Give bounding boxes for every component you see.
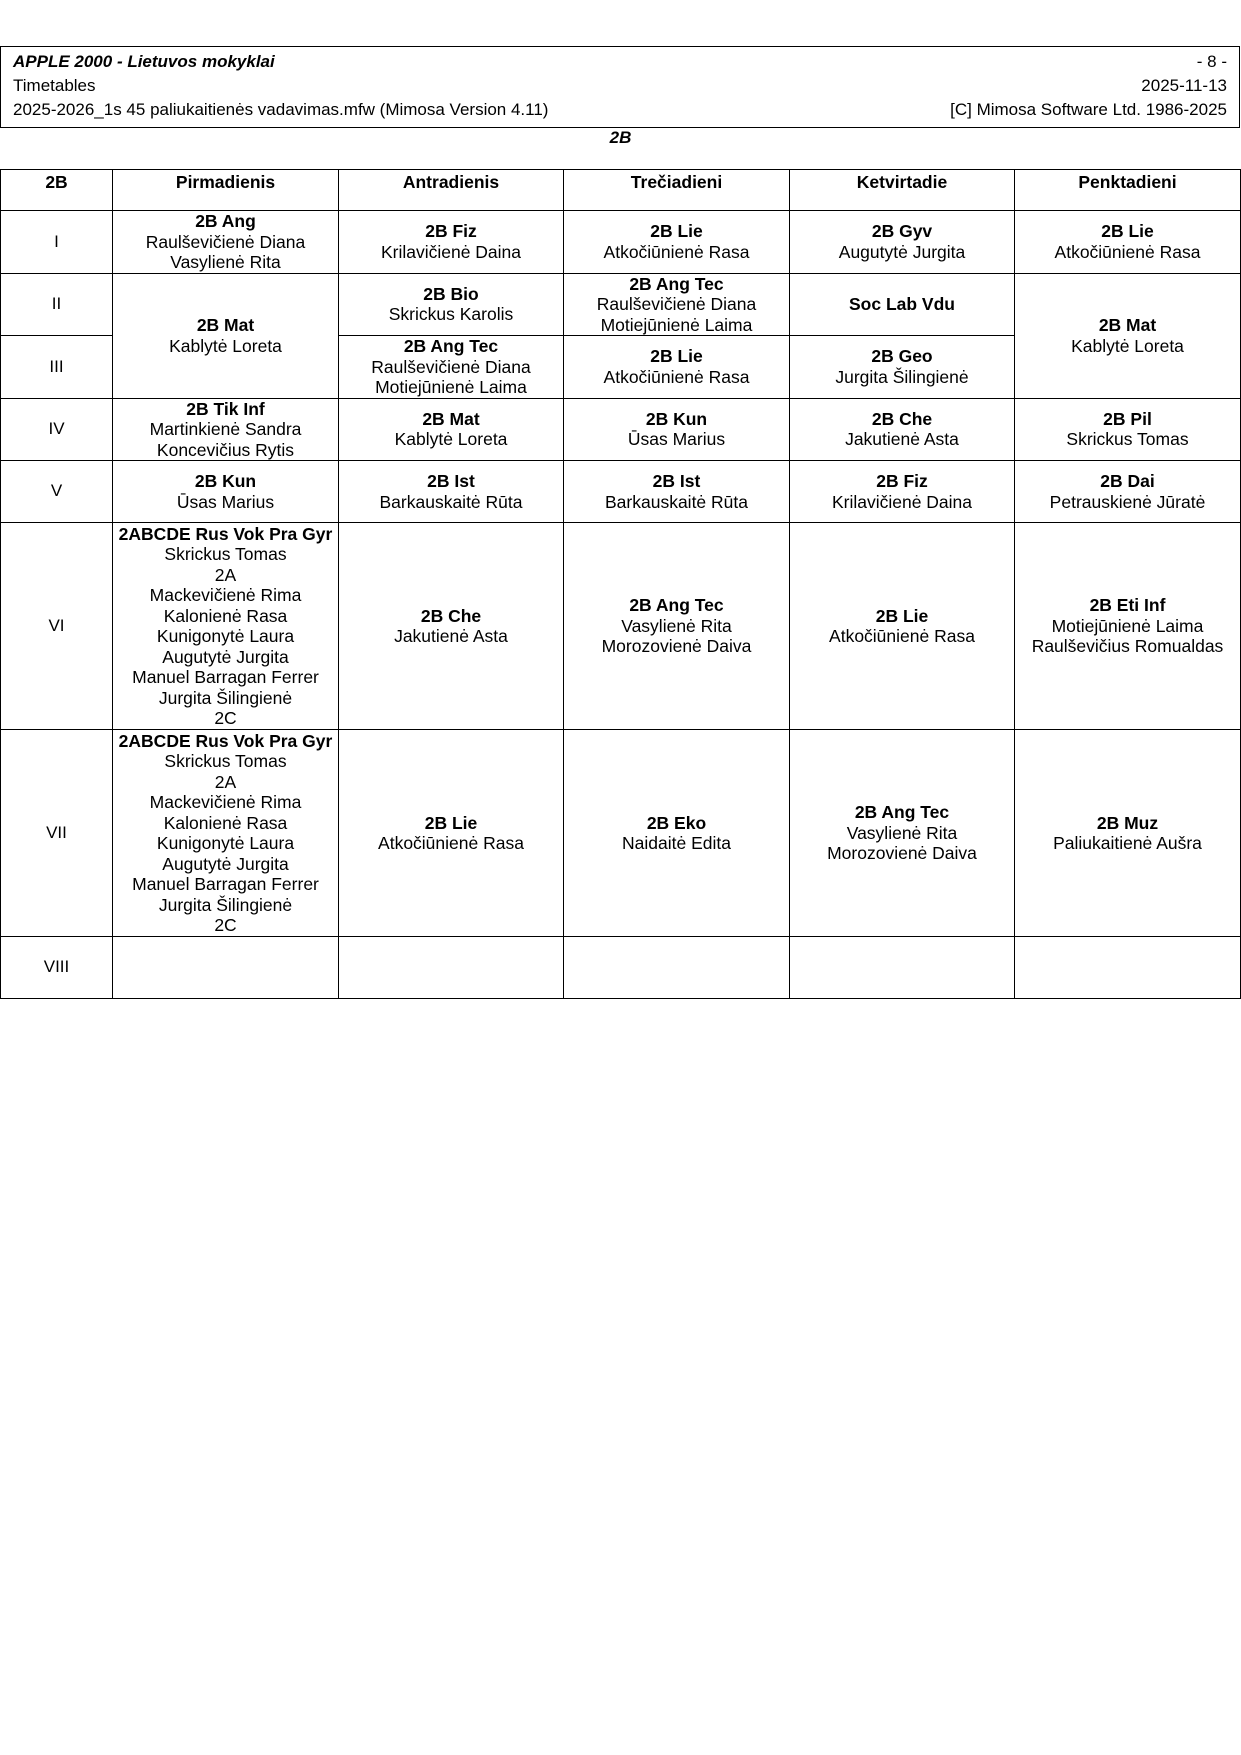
- period-row-V: [1, 461, 1241, 523]
- lesson-cell: [339, 523, 564, 730]
- lesson-cell: [113, 211, 339, 274]
- lesson-detail-line: Kablytė Loreta: [1071, 335, 1184, 356]
- lesson-detail-line: Barkauskaitė Rūta: [379, 491, 523, 512]
- day-header-friday: Penktadieni: [1015, 170, 1241, 211]
- lesson-detail-line: Kunigonytė Laura: [156, 626, 295, 646]
- lesson-detail-line: Atkočiūnienė Rasa: [1054, 241, 1201, 262]
- lesson-subject: 2B Eko: [646, 812, 707, 833]
- empty-cell: [113, 937, 339, 999]
- header-row-1: [13, 50, 1227, 74]
- lesson-detail-line: Atkočiūnienė Rasa: [603, 366, 750, 387]
- copyright: [C] Mimosa Software Ltd. 1986-2025: [950, 100, 1227, 119]
- lesson-cell: [790, 211, 1015, 274]
- lesson-detail-line: Atkočiūnienė Rasa: [603, 241, 750, 262]
- lesson-cell: [790, 336, 1015, 399]
- report-date: 2025-11-13: [1141, 76, 1227, 95]
- lesson-cell: [339, 336, 564, 399]
- header-row: [1, 170, 1241, 211]
- lesson-subject: 2B Bio: [423, 283, 479, 304]
- app-title: APPLE 2000 - Lietuvos mokyklai: [13, 52, 275, 71]
- lesson-detail-line: Atkočiūnienė Rasa: [829, 626, 975, 646]
- lesson-subject: 2B Ang Tec: [403, 336, 499, 356]
- lesson-cell: [339, 461, 564, 523]
- lesson-cell: [1015, 523, 1241, 730]
- period-row-VIII: [1, 937, 1241, 999]
- lesson-cell: [113, 273, 339, 398]
- lesson-cell: [564, 461, 790, 523]
- lesson-detail-line: Martinkienė Sandra: [149, 419, 302, 439]
- lesson-detail-line: Jurgita Šilingienė: [158, 894, 293, 915]
- lesson-detail-line: Skrickus Karolis: [388, 304, 514, 325]
- lesson-cell: [113, 730, 339, 937]
- lesson-cell: [790, 461, 1015, 523]
- period-label-II: II: [1, 273, 113, 336]
- lesson-detail-line: Raulševičienė Diana: [596, 294, 757, 314]
- lesson-subject: 2B Ist: [427, 471, 475, 491]
- lesson-subject: 2B Che: [871, 408, 933, 429]
- lesson-cell: [564, 523, 790, 730]
- lesson-detail-line: 2A: [214, 771, 237, 792]
- lesson-detail-line: Motiejūnienė Laima: [1051, 615, 1204, 636]
- lesson-detail-line: Naidaitė Edita: [622, 833, 731, 853]
- period-label-VIII: VIII: [1, 937, 113, 999]
- lesson-detail-line: Vasylienė Rita: [846, 822, 958, 843]
- lesson-cell: [790, 730, 1015, 937]
- timetable: [0, 169, 1241, 999]
- lesson-cell: [1015, 211, 1241, 274]
- lesson-detail-line: Mackevičienė Rima: [149, 792, 302, 812]
- lesson-detail-line: Raulševičienė Diana: [371, 356, 531, 377]
- lesson-cell: [113, 461, 339, 523]
- lesson-detail-line: Jakutienė Asta: [845, 429, 959, 450]
- lesson-detail-line: Kalonienė Rasa: [163, 605, 288, 626]
- lesson-subject: 2ABCDE Rus Vok Pra Gyr: [118, 523, 333, 544]
- lesson-subject: 2B Lie: [1101, 221, 1154, 242]
- lesson-detail-line: Barkauskaitė Rūta: [605, 491, 748, 512]
- lesson-subject: 2B Che: [420, 605, 482, 626]
- lesson-detail-line: Raulševičius Romualdas: [1031, 636, 1224, 657]
- lesson-detail-line: Kablytė Loreta: [169, 335, 282, 356]
- lesson-subject: 2B Mat: [196, 315, 255, 335]
- lesson-cell: [1015, 730, 1241, 937]
- lesson-subject: 2B Ang Tec: [629, 595, 724, 616]
- lesson-subject: 2B Pil: [1103, 408, 1152, 429]
- lesson-cell: [1015, 398, 1241, 461]
- lesson-detail-line: Augutytė Jurgita: [162, 853, 289, 874]
- lesson-subject: 2B Fiz: [425, 221, 477, 242]
- lesson-detail-line: Augutytė Jurgita: [162, 646, 289, 667]
- lesson-cell: [564, 398, 790, 461]
- lesson-detail-line: Paliukaitienė Aušra: [1053, 833, 1202, 853]
- lesson-subject: 2B Ist: [652, 471, 701, 491]
- lesson-cell: [113, 398, 339, 461]
- lesson-subject: 2B Kun: [194, 471, 257, 491]
- lesson-detail-line: Manuel Barragan Ferrer: [132, 667, 319, 687]
- lesson-subject: 2B Mat: [1098, 315, 1157, 335]
- lesson-cell: [113, 523, 339, 730]
- lesson-detail-line: Krilavičienė Daina: [380, 241, 522, 262]
- lesson-subject: 2B Ang Tec: [629, 273, 724, 294]
- lesson-detail-line: Petrauskienė Jūratė: [1049, 491, 1206, 512]
- lesson-subject: 2B Mat: [422, 408, 480, 429]
- class-title: 2B: [609, 128, 632, 147]
- lesson-detail-line: Mackevičienė Rima: [149, 585, 302, 605]
- header-row-3: [13, 98, 1227, 122]
- lesson-detail-line: Krilavičienė Daina: [831, 491, 973, 512]
- lesson-cell: [1015, 461, 1241, 523]
- lesson-subject: Soc Lab Vdu: [849, 294, 955, 314]
- day-header-tuesday: Antradienis: [339, 170, 564, 211]
- lesson-detail-line: Augutytė Jurgita: [838, 241, 966, 262]
- lesson-subject: 2B Lie: [650, 346, 703, 367]
- period-label-V: V: [1, 461, 113, 523]
- period-row-VI: [1, 523, 1241, 730]
- lesson-detail-line: Raulševičienė Diana: [145, 231, 306, 252]
- lesson-detail-line: Kablytė Loreta: [394, 429, 508, 450]
- lesson-detail-line: 2C: [214, 915, 237, 935]
- lesson-detail-line: Morozovienė Daiva: [827, 843, 977, 864]
- lesson-detail-line: Morozovienė Daiva: [601, 636, 752, 657]
- lesson-subject: 2ABCDE Rus Vok Pra Gyr: [118, 730, 333, 751]
- file-info: 2025-2026_1s 45 paliukaitienės vadavimas.mfw (Mimosa Version 4.11): [13, 100, 549, 119]
- lesson-cell: [339, 273, 564, 336]
- lesson-cell: [339, 730, 564, 937]
- lesson-detail-line: Kunigonytė Laura: [156, 833, 295, 853]
- lesson-cell: [339, 211, 564, 274]
- period-label-VII: VII: [1, 730, 113, 937]
- lesson-cell: [564, 336, 790, 399]
- day-header-wednesday: Trečiadieni: [564, 170, 790, 211]
- day-header-monday: Pirmadienis: [113, 170, 339, 211]
- lesson-detail-line: Skrickus Tomas: [164, 751, 287, 771]
- period-row-II: [1, 273, 1241, 336]
- lesson-subject: 2B Eti Inf: [1089, 595, 1166, 616]
- lesson-cell: [1015, 273, 1241, 398]
- lesson-subject: 2B Lie: [875, 605, 929, 626]
- lesson-detail-line: 2A: [214, 564, 237, 585]
- lesson-detail-line: Motiejūnienė Laima: [600, 314, 753, 335]
- period-label-IV: IV: [1, 398, 113, 461]
- day-header-thursday: Ketvirtadie: [790, 170, 1015, 211]
- period-label-I: I: [1, 211, 113, 274]
- lesson-detail-line: Koncevičius Rytis: [156, 439, 295, 460]
- lesson-subject: 2B Muz: [1096, 812, 1159, 833]
- lesson-subject: 2B Dai: [1100, 471, 1155, 491]
- header-row-2: [13, 74, 1227, 98]
- lesson-detail-line: Atkočiūnienė Rasa: [378, 833, 524, 853]
- lesson-detail-line: Skrickus Tomas: [1066, 429, 1189, 450]
- lesson-subject: 2B Fiz: [876, 471, 928, 491]
- lesson-subject: 2B Ang: [195, 211, 256, 231]
- lesson-cell: [339, 398, 564, 461]
- lesson-detail-line: Kalonienė Rasa: [163, 812, 288, 833]
- lesson-detail-line: Vasylienė Rita: [621, 615, 732, 636]
- lesson-detail-line: Ūsas Marius: [627, 429, 726, 450]
- period-label-VI: VI: [1, 523, 113, 730]
- lesson-detail-line: Jurgita Šilingienė: [158, 687, 293, 708]
- period-row-VII: [1, 730, 1241, 937]
- lesson-detail-line: Motiejūnienė Laima: [375, 377, 527, 397]
- lesson-subject: 2B Tik Inf: [186, 398, 265, 419]
- lesson-subject: 2B Gyv: [871, 221, 933, 242]
- lesson-cell: [564, 273, 790, 336]
- period-row-IV: [1, 398, 1241, 461]
- lesson-detail-line: Jurgita Šilingienė: [835, 366, 969, 387]
- lesson-cell: [790, 523, 1015, 730]
- lesson-subject: 2B Kun: [645, 408, 708, 429]
- lesson-subject: 2B Lie: [424, 812, 478, 833]
- lesson-detail-line: Manuel Barragan Ferrer: [132, 874, 319, 894]
- page-number: - 8 -: [1196, 52, 1227, 71]
- lesson-detail-line: Jakutienė Asta: [394, 626, 508, 646]
- report-type: Timetables: [13, 76, 96, 95]
- lesson-subject: 2B Geo: [871, 346, 933, 367]
- lesson-cell: [790, 273, 1015, 336]
- lesson-cell: [790, 398, 1015, 461]
- lesson-detail-line: Skrickus Tomas: [164, 544, 287, 564]
- empty-cell: [339, 937, 564, 999]
- empty-cell: [790, 937, 1015, 999]
- lesson-subject: 2B Ang Tec: [854, 802, 950, 823]
- corner-class-label: 2B: [1, 170, 113, 211]
- empty-cell: [1015, 937, 1241, 999]
- lesson-detail-line: Ūsas Marius: [176, 491, 275, 512]
- empty-cell: [564, 937, 790, 999]
- period-row-I: [1, 211, 1241, 274]
- lesson-cell: [564, 211, 790, 274]
- lesson-detail-line: 2C: [214, 708, 237, 728]
- period-label-III: III: [1, 336, 113, 399]
- lesson-subject: 2B Lie: [650, 221, 703, 242]
- lesson-cell: [564, 730, 790, 937]
- report-header: [0, 46, 1240, 128]
- lesson-detail-line: Vasylienė Rita: [170, 252, 281, 272]
